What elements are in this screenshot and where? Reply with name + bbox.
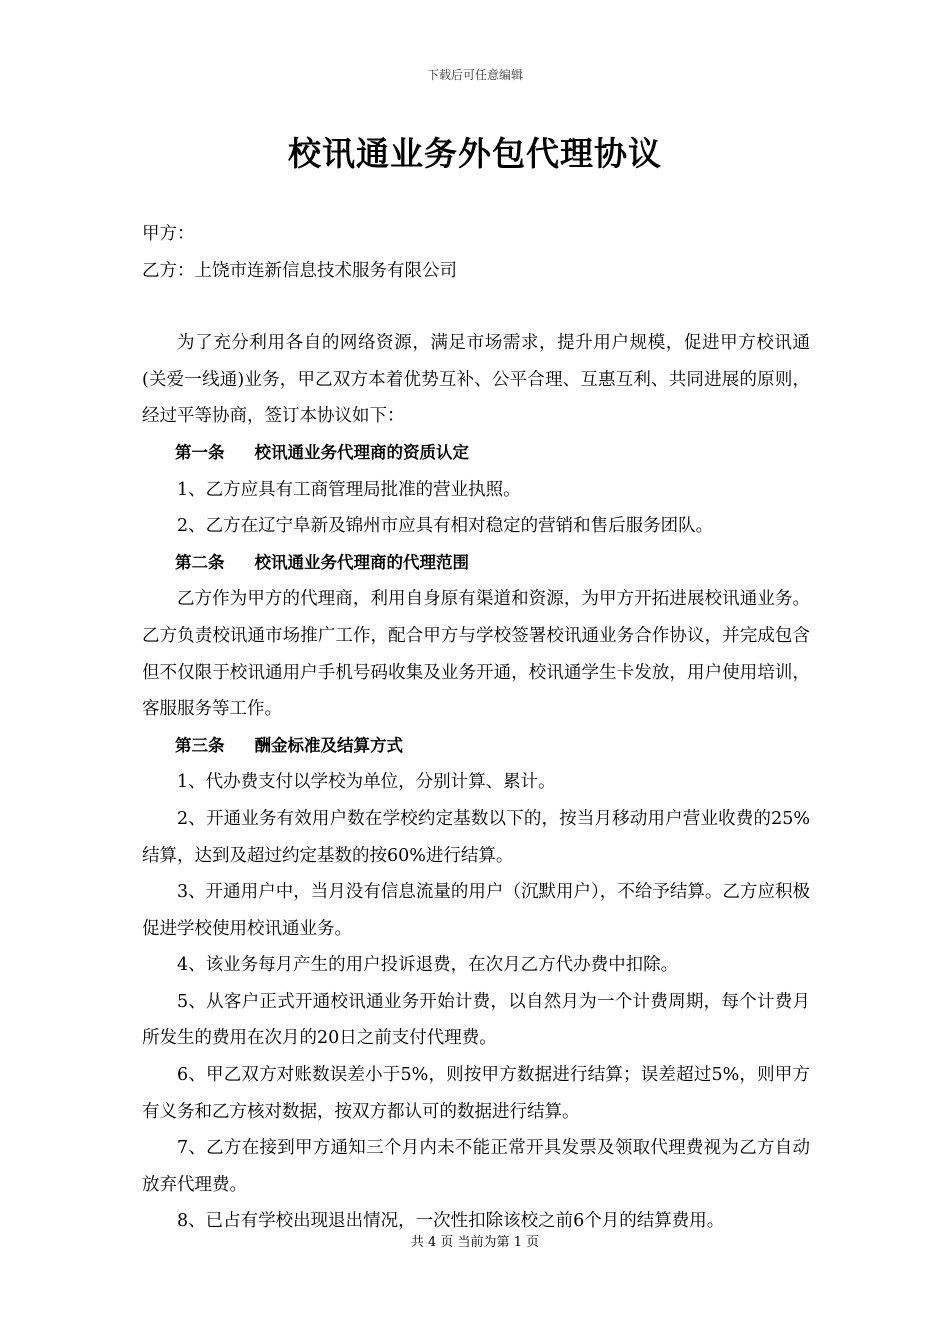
intro-paragraph: 为了充分利用各自的网络资源，满足市场需求，提升用户规模，促进甲方校讯通(关爱一线通)业务，甲乙双方本着优势互补、公平合理、互惠互利、共同进展的原则，经过平等协商，签订本协议如下： [142,333,810,427]
article-3-item: 3、开通用户中，当月没有信息流量的用户（沉默用户），不给予结算。乙方应积极促进学校使用校讯通业务。 [142,882,810,939]
article-3-item: 7、乙方在接到甲方通知三个月内未不能正常开具发票及领取代理费视为乙方自动放弃代理费。 [142,1138,810,1195]
spacer [142,289,810,325]
article-1-item: 2、乙方在辽宁阜新及锦州市应具有相对稳定的营销和售后服务团队。 [177,516,714,537]
article-3-item: 4、该业务每月产生的用户投诉退费，在次月乙方代办费中扣除。 [177,955,679,976]
article-3-item: 1、代办费支付以学校为单位，分别计算、累计。 [177,772,556,793]
article-2-item: 乙方作为甲方的代理商，利用自身原有渠道和资源，为甲方开拓进展校讯通业务。乙方负责校讯通市场推广工作，配合甲方与学校签署校讯通业务合作协议，并完成包含但不仅限于校讯通用户手机号码收集及业务开通，校讯通学生卡发放，用户使用培训，客服服务等工作。 [142,589,810,720]
article-2-title: 校讯通业务代理商的代理范围 [254,552,469,572]
document-title: 校讯通业务外包代理协议 [288,134,662,173]
article-1-item: 1、乙方应具有工商管理局批准的营业执照。 [177,479,521,500]
article-1-heading [142,435,810,472]
party-b: 乙方：上饶市连新信息技术服务有限公司 [142,260,457,281]
article-2-number: 第二条 [175,552,225,572]
article-3-item: 2、开通业务有效用户数在学校约定基数以下的，按当月移动用户营业收费的25%结算，达到及超过约定基数的按60%进行结算。 [142,808,810,866]
article-1-title: 校讯通业务代理商的资质认定 [254,442,469,462]
article-3-title: 酬金标准及结算方式 [254,735,403,755]
header-note: 下载后可任意编辑 [426,68,523,82]
article-3-number: 第三条 [175,735,225,755]
document-body [142,216,810,1240]
party-a: 甲方： [142,224,195,244]
article-3-item: 5、从客户正式开通校讯通业务开始计费，以自然月为一个计费周期，每个计费月所发生的费用在次月的20日之前支付代理费。 [142,991,810,1049]
article-3-heading [142,728,810,765]
article-2-heading [142,545,810,582]
article-3-item: 8、已占有学校出现退出情况，一次性扣除该校之前6个月的结算费用。 [177,1211,725,1232]
article-3-item: 6、甲乙双方对账数误差小于5%，则按甲方数据进行结算；误差超过5%，则甲方有义务和乙方核对数据，按双方都认可的数据进行结算。 [142,1065,810,1122]
page-footer: 共 4 页 当前为第 1 页 [410,1235,540,1250]
article-1-number: 第一条 [175,442,225,462]
